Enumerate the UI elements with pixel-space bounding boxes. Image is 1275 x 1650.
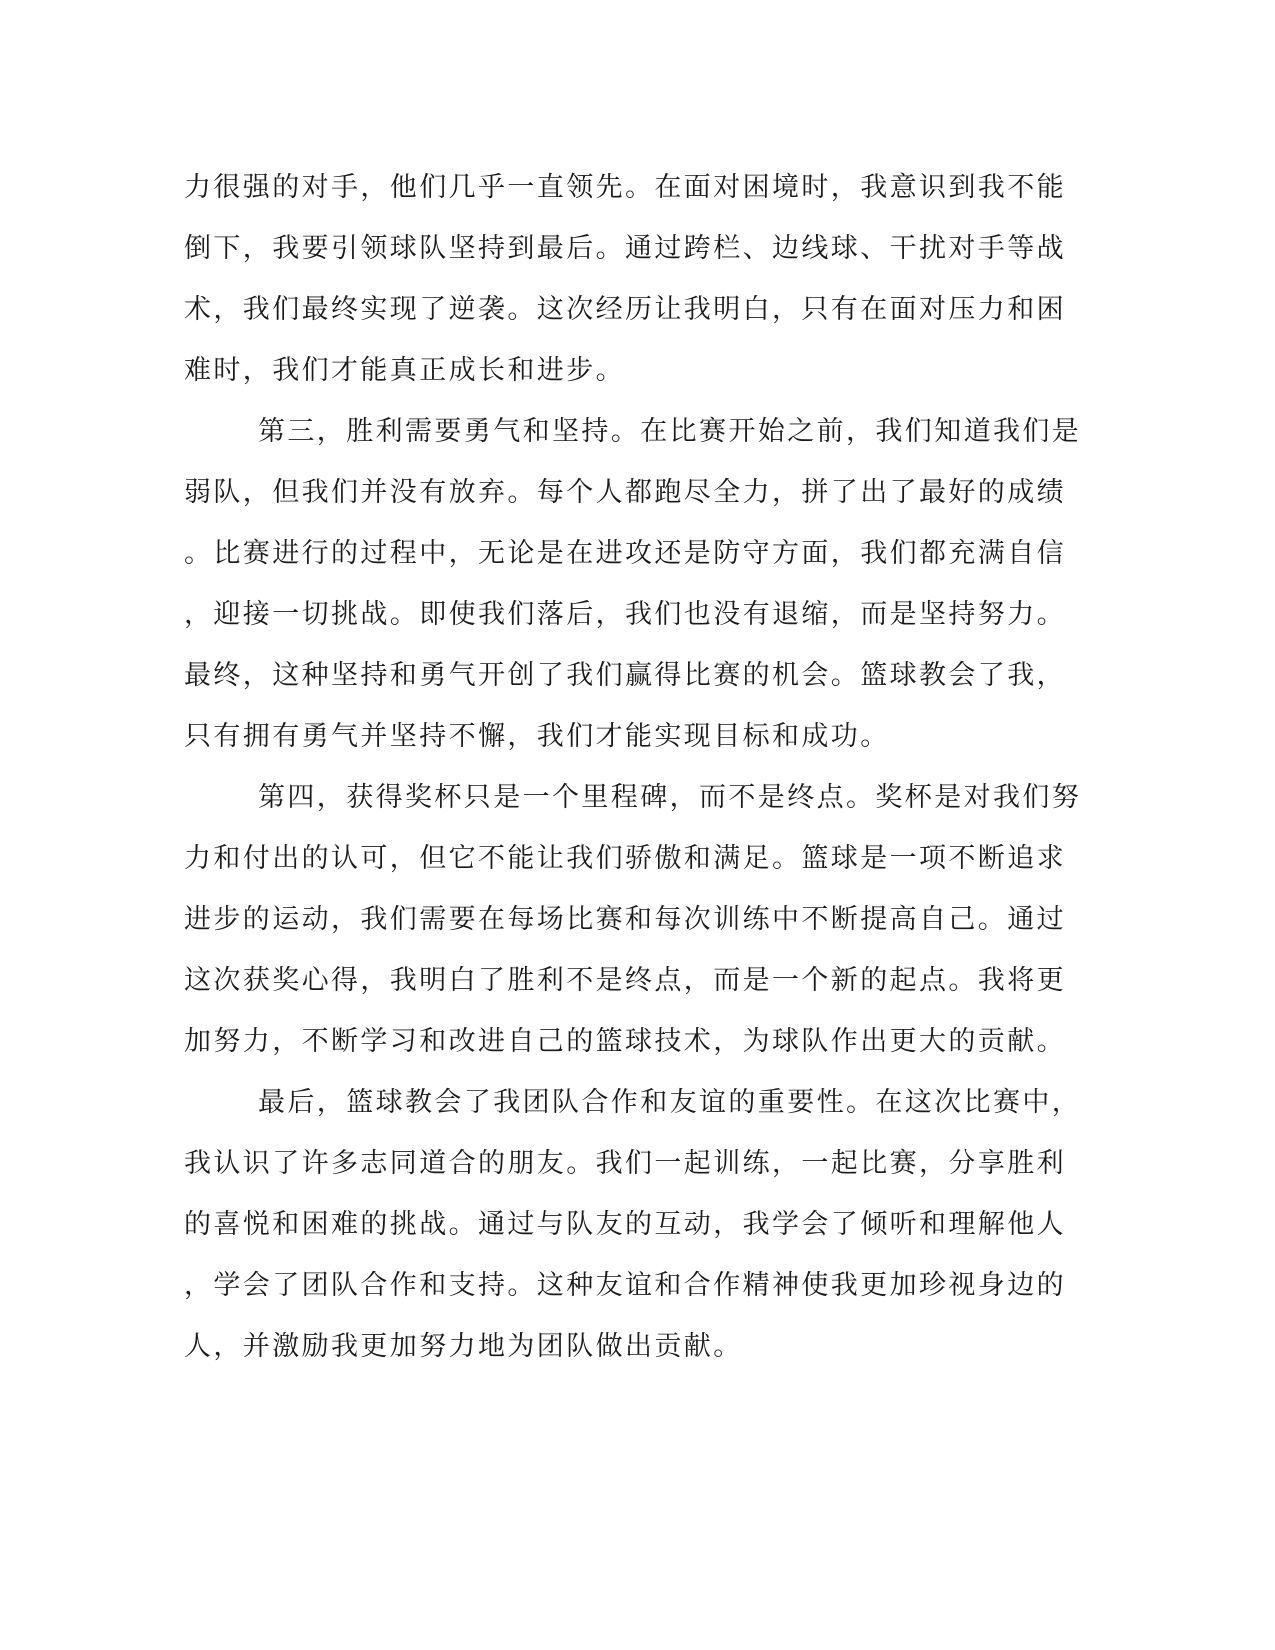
paragraph-start-line: 最后，篮球教会了我团队合作和友谊的重要性。在这次比赛中， xyxy=(258,1087,1082,1118)
text-line: 加努力，不断学习和改进自己的篮球技术，为球队作出更大的贡献。 xyxy=(184,1026,1066,1057)
text-line: 力和付出的认可，但它不能让我们骄傲和满足。篮球是一项不断追求 xyxy=(184,843,1066,874)
text-line: 倒下，我要引领球队坚持到最后。通过跨栏、边线球、干扰对手等战 xyxy=(184,233,1066,264)
text-line: 人，并激励我更加努力地为团队做出贡献。 xyxy=(184,1331,743,1362)
document-body xyxy=(184,157,1082,1377)
text-line: 这次获奖心得，我明白了胜利不是终点，而是一个新的起点。我将更 xyxy=(184,965,1066,996)
text-line: 我认识了许多志同道合的朋友。我们一起训练，一起比赛，分享胜利 xyxy=(184,1148,1066,1179)
paragraph-start-line: 第三，胜利需要勇气和坚持。在比赛开始之前，我们知道我们是 xyxy=(258,416,1082,447)
text-line: 力很强的对手，他们几乎一直领先。在面对困境时，我意识到我不能 xyxy=(184,172,1066,203)
text-line: 最终，这种坚持和勇气开创了我们赢得比赛的机会。篮球教会了我， xyxy=(184,660,1066,691)
paragraph-start-line: 第四，获得奖杯只是一个里程碑，而不是终点。奖杯是对我们努 xyxy=(258,782,1082,813)
text-line: 只有拥有勇气并坚持不懈，我们才能实现目标和成功。 xyxy=(184,721,890,752)
text-line: ，学会了团队合作和支持。这种友谊和合作精神使我更加珍视身边的 xyxy=(184,1270,1066,1301)
text-line: 进步的运动，我们需要在每场比赛和每次训练中不断提高自己。通过 xyxy=(184,904,1066,935)
text-line: 难时，我们才能真正成长和进步。 xyxy=(184,355,625,386)
text-line: 。比赛进行的过程中，无论是在进攻还是防守方面，我们都充满自信 xyxy=(184,538,1066,569)
text-line: 的喜悦和困难的挑战。通过与队友的互动，我学会了倾听和理解他人 xyxy=(184,1209,1066,1240)
text-line: 弱队，但我们并没有放弃。每个人都跑尽全力，拼了出了最好的成绩 xyxy=(184,477,1066,508)
text-line: 术，我们最终实现了逆袭。这次经历让我明白，只有在面对压力和困 xyxy=(184,294,1066,325)
text-line: ，迎接一切挑战。即使我们落后，我们也没有退缩，而是坚持努力。 xyxy=(184,599,1066,630)
